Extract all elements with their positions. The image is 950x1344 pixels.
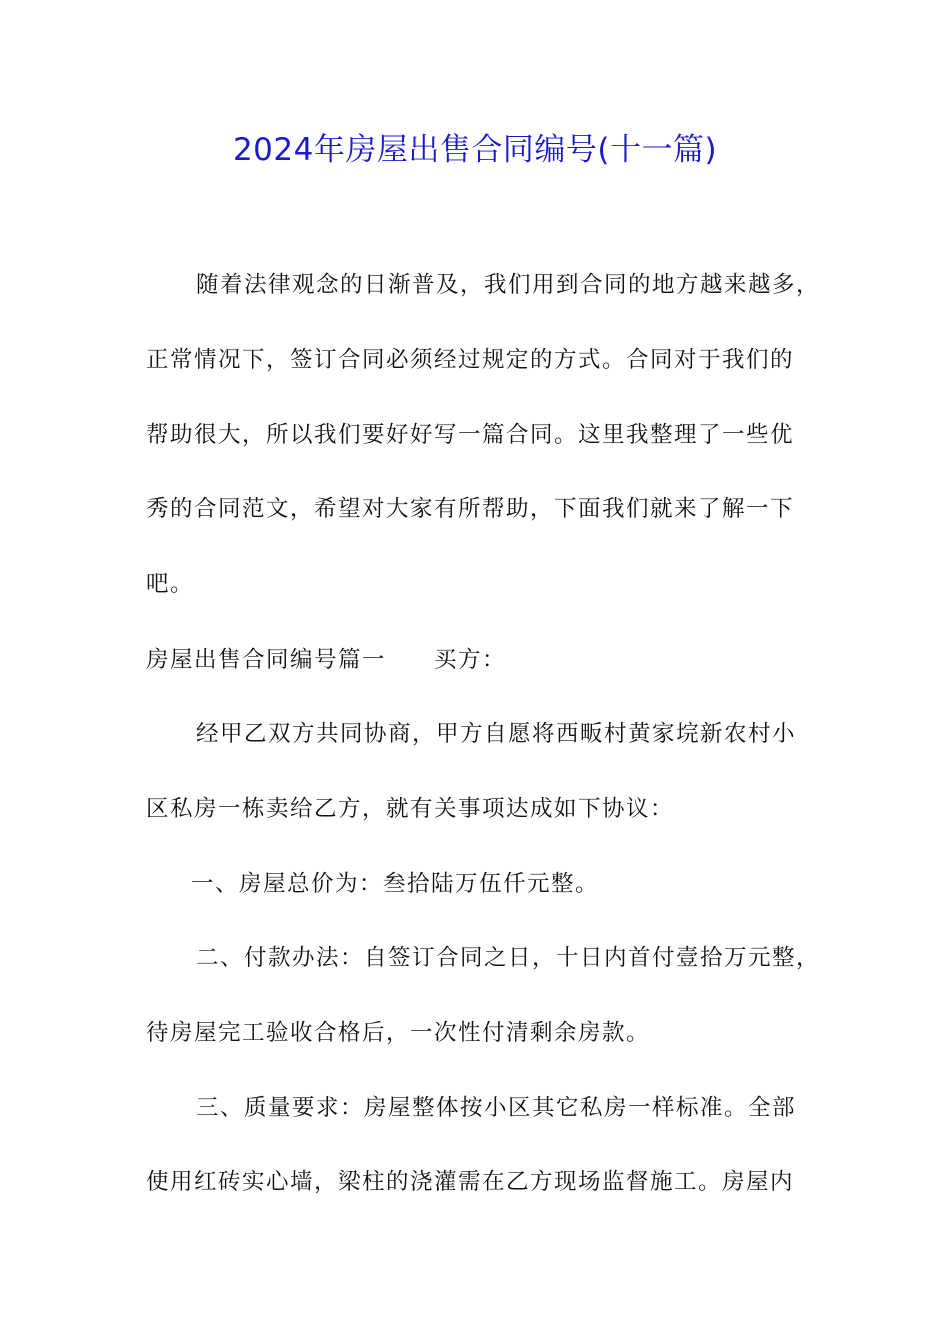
clause-3-line: 三、质量要求：房屋整体按小区其它私房一样标准。全部: [196, 1095, 797, 1121]
intro-line: 随着法律观念的日渐普及，我们用到合同的地方越来越多，: [196, 272, 821, 298]
intro-line: 吧。: [146, 571, 195, 597]
intro-line: 正常情况下，签订合同必须经过规定的方式。合同对于我们的: [146, 347, 795, 373]
agreement-line: 经甲乙双方共同协商，甲方自愿将西畈村黄家垸新农村小: [196, 721, 797, 747]
section-heading: 房屋出售合同编号篇一 买方：: [146, 647, 507, 673]
clause-2-line: 二、付款办法：自签订合同之日，十日内首付壹拾万元整，: [196, 945, 821, 971]
clause-3-line: 使用红砖实心墙，梁柱的浇灌需在乙方现场监督施工。房屋内: [146, 1169, 795, 1195]
intro-line: 帮助很大，所以我们要好好写一篇合同。这里我整理了一些优: [146, 422, 795, 448]
clause-2-line: 待房屋完工验收合格后，一次性付清剩余房款。: [146, 1020, 651, 1046]
document-title: 2024年房屋出售合同编号(十一篇): [232, 132, 718, 168]
clause-1: 一、房屋总价为：叁拾陆万伍仟元整。: [191, 871, 600, 897]
intro-line: 秀的合同范文，希望对大家有所帮助，下面我们就来了解一下: [146, 496, 795, 522]
agreement-line: 区私房一栋卖给乙方，就有关事项达成如下协议：: [146, 796, 675, 822]
